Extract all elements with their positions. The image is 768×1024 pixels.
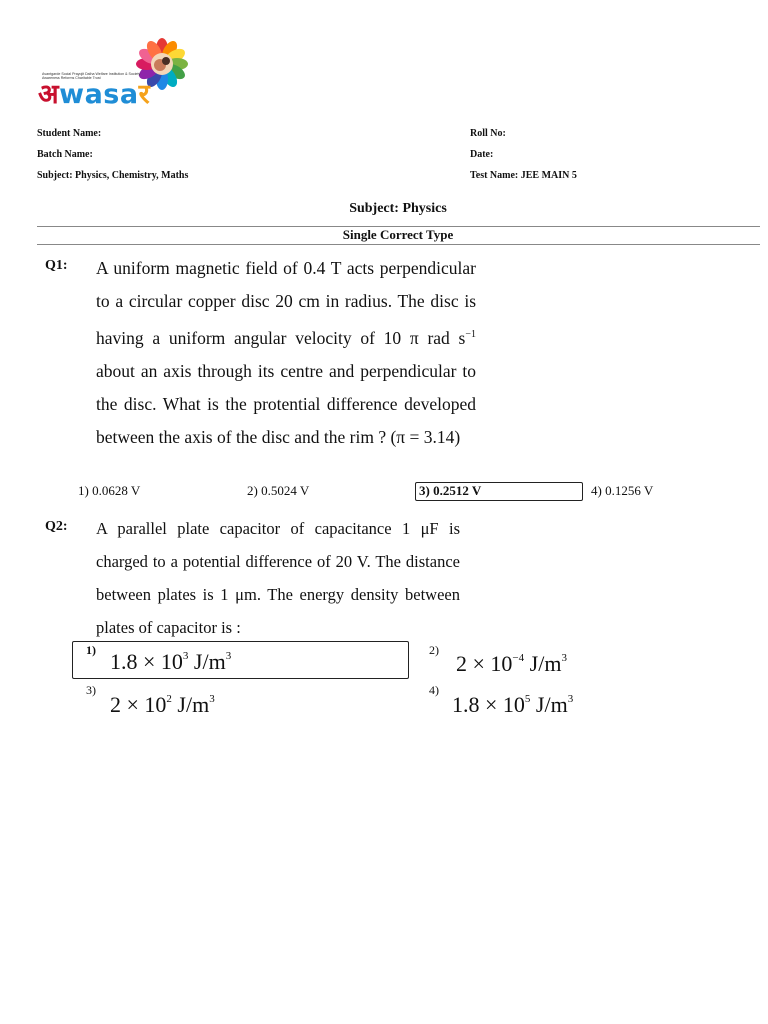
subject-label: Subject: Physics, Chemistry, Maths bbox=[37, 170, 189, 181]
question-1-text bbox=[96, 252, 476, 454]
question-1-option-3[interactable]: 3) 0.2512 V bbox=[419, 483, 482, 498]
option-3-unit: J/m bbox=[171, 692, 210, 717]
option-2-base: 2 × 10 bbox=[456, 651, 513, 676]
question-1-text-b: about an axis through its centre and perpendicular to the disc. What is the protential difference developed between the axis of the disc and the rim ? (π = 3.14) bbox=[96, 360, 476, 447]
option-2-unit: J/m bbox=[524, 651, 562, 676]
logo-main: wasa bbox=[59, 79, 139, 110]
question-1-option-1[interactable]: 1) 0.0628 V bbox=[78, 483, 141, 498]
option-1-unit: J/m bbox=[188, 649, 226, 674]
question-1-label: Q1: bbox=[45, 258, 68, 273]
option-1-base: 1.8 × 10 bbox=[110, 649, 183, 674]
date-label: Date: bbox=[470, 149, 494, 160]
logo-prefix: अ bbox=[38, 79, 60, 110]
option-4-base: 1.8 × 10 bbox=[452, 692, 525, 717]
logo-wordmark bbox=[38, 80, 150, 110]
question-2-option-1[interactable] bbox=[110, 649, 231, 675]
test-name-label: Test Name: JEE MAIN 5 bbox=[470, 170, 577, 181]
batch-name-label: Batch Name: bbox=[37, 149, 93, 160]
question-2-option-1-number: 1) bbox=[86, 643, 96, 657]
option-1-unit-exp: 3 bbox=[225, 649, 232, 662]
option-4-unit-exp: 3 bbox=[567, 692, 574, 705]
question-1-option-4[interactable]: 4) 0.1256 V bbox=[591, 483, 654, 498]
option-2-unit-exp: 3 bbox=[561, 651, 567, 664]
question-2-text: A parallel plate capacitor of capacitance 1 μF is charged to a potential difference of 20 V. The distance between plates is 1 μm. The energy density between plates of capacitor is : bbox=[96, 519, 460, 637]
section-type-title: Single Correct Type bbox=[342, 227, 454, 242]
question-2-label: Q2: bbox=[45, 519, 68, 534]
option-3-base: 2 × 10 bbox=[110, 692, 167, 717]
question-2-option-3-number: 3) bbox=[86, 683, 96, 697]
option-1-exp: 3 bbox=[182, 649, 189, 662]
question-2-option-2-number: 2) bbox=[429, 643, 439, 657]
option-3-unit-exp: 3 bbox=[209, 692, 215, 705]
question-2-option-3[interactable] bbox=[110, 692, 215, 718]
divider-bottom bbox=[37, 244, 760, 245]
logo-suffix: र bbox=[138, 79, 151, 110]
option-3-exp: 2 bbox=[166, 692, 172, 705]
student-name-label: Student Name: bbox=[37, 128, 102, 139]
option-4-unit: J/m bbox=[530, 692, 568, 717]
section-subject-title: Subject: Physics bbox=[349, 201, 447, 216]
question-1-option-2[interactable]: 2) 0.5024 V bbox=[247, 483, 310, 498]
logo-tagline: Avantgarde Social Prayojit Dalha Welfare Institution & Society Awareness Reforms Charitable Trust bbox=[42, 72, 141, 81]
option-4-exp: 5 bbox=[524, 692, 531, 705]
question-2-option-2[interactable] bbox=[456, 651, 567, 677]
option-2-exp: −4 bbox=[512, 651, 525, 664]
question-1-text-sup: −1 bbox=[465, 329, 476, 340]
roll-no-label: Roll No: bbox=[470, 128, 506, 139]
question-2-option-4[interactable] bbox=[452, 692, 573, 718]
awasar-logo bbox=[38, 36, 198, 112]
question-2-option-4-number: 4) bbox=[429, 683, 439, 697]
question-1-text-a: A uniform magnetic field of 0.4 T acts perpendicular to a circular copper disc 20 cm in radius. The disc is having a uniform angular velocity of 10 π rad s bbox=[96, 258, 476, 348]
